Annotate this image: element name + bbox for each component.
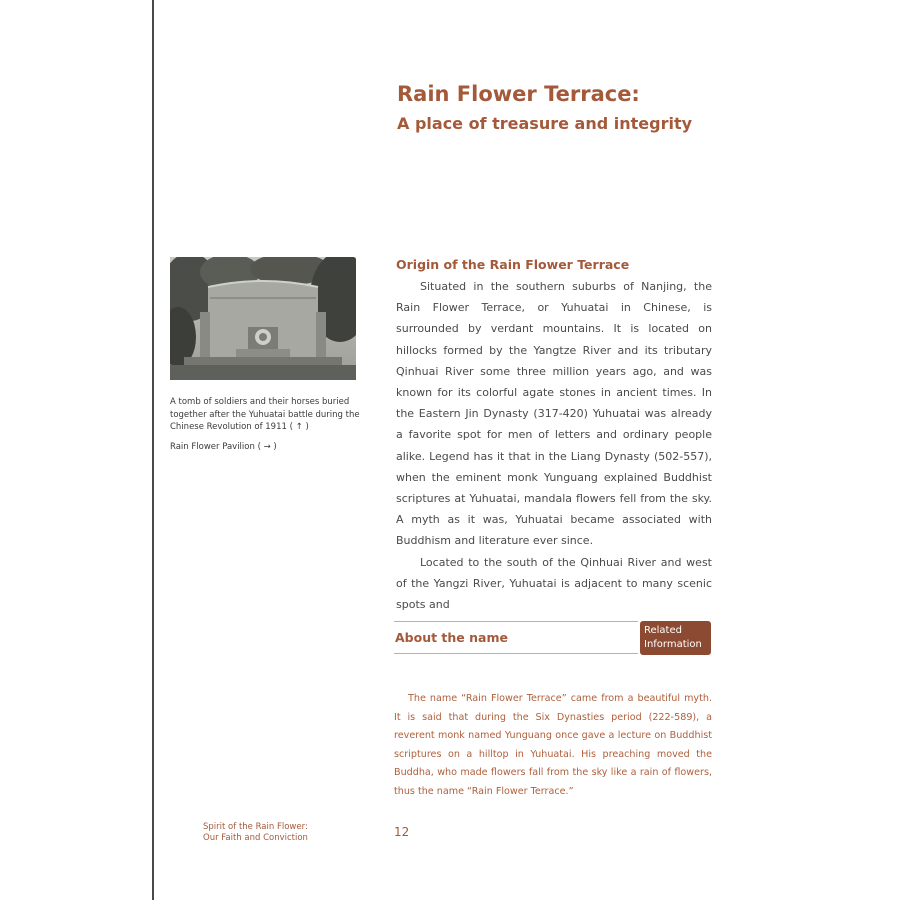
origin-paragraph-1: Situated in the southern suburbs of Nanjing, the Rain Flower Terrace, or Yuhuatai in Chinese, is surrounded by verdant mountains. It is located on hillocks formed by the Yangtze River and its tributary Qinhuai River some three million years ago, and was known for its colorful agate stones in ancient times. In the Eastern Jin Dynasty (317-420) Yuhuatai was already a favorite spot for men of letters and ordinary people alike. Legend has it that in the Liang Dynasty (502-557), when the eminent monk Yunguang explained Buddhist scriptures at Yuhuatai, mandala flowers fell from the sky. A myth as it was, Yuhuatai became associated with Buddhism and literature ever since. bbox=[396, 280, 712, 548]
about-name-text: The name “Rain Flower Terrace” came from a beautiful myth. It is said that during the Six Dynasties period (222-589), a reverent monk named Yunguang once gave a lecture on Buddhist scriptures on a hilltop in Yuhuatai. His preaching moved the Buddha, who made flowers fall from the sky like a rain of flowers, thus the name “Rain Flower Terrace.” bbox=[394, 693, 712, 797]
book-title bbox=[203, 822, 353, 844]
pavilion-caption: Rain Flower Pavilion ( → ) bbox=[170, 442, 277, 452]
tomb-photo-illustration bbox=[170, 257, 356, 380]
origin-body bbox=[396, 276, 712, 615]
about-bottom-rule bbox=[394, 653, 638, 654]
book-title-line-2: Our Faith and Conviction bbox=[203, 833, 308, 843]
origin-paragraph-2: Located to the south of the Qinhuai River and west of the Yangzi River, Yuhuatai is adjacent to many scenic spots and bbox=[396, 555, 712, 612]
about-heading: About the name bbox=[395, 630, 508, 645]
badge-line-1: Related bbox=[644, 625, 682, 636]
tomb-photo bbox=[170, 257, 356, 380]
section-heading-origin: Origin of the Rain Flower Terrace bbox=[396, 257, 630, 272]
page-edge-line bbox=[152, 0, 154, 900]
page-subtitle: A place of treasure and integrity bbox=[397, 114, 693, 133]
badge-line-2: Information bbox=[644, 639, 702, 650]
book-title-line-1: Spirit of the Rain Flower: bbox=[203, 822, 308, 832]
about-top-rule bbox=[394, 621, 638, 622]
related-information-badge bbox=[640, 621, 711, 655]
photo-caption: A tomb of soldiers and their horses buried together after the Yuhuatai battle during the Chinese Revolution of 1911 ( ↑ ) bbox=[170, 397, 360, 432]
page-title: Rain Flower Terrace: bbox=[397, 82, 640, 106]
page-number: 12 bbox=[394, 825, 410, 839]
